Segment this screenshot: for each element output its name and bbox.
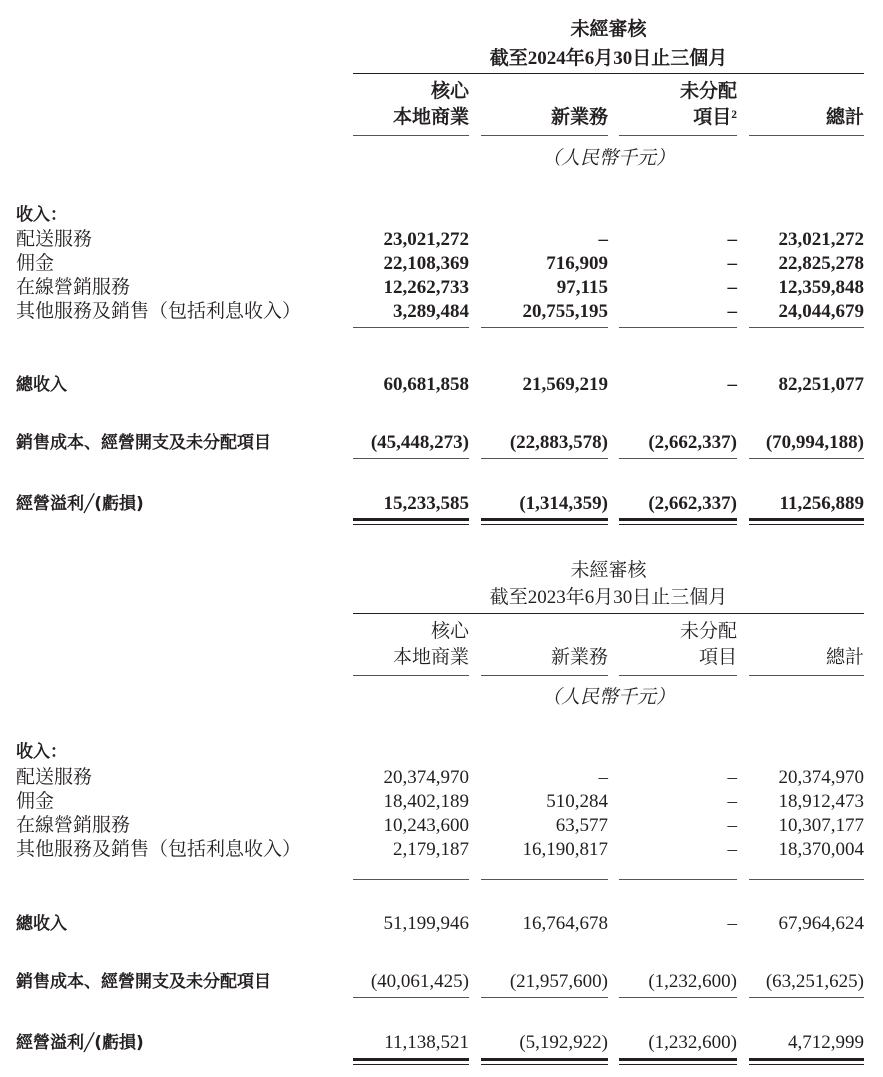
cell: 97,115 — [556, 277, 608, 298]
cell: 24,044,679 — [778, 301, 864, 322]
subtotal-rule — [353, 997, 469, 998]
row-label: 佣金 — [16, 253, 55, 274]
cell: (21,957,600) — [509, 971, 608, 992]
audit-status: 未經審核 — [570, 19, 647, 40]
subtotal-rule — [481, 997, 608, 998]
subtotal-rule — [619, 997, 737, 998]
subtotal-rule — [619, 879, 737, 880]
cell: 16,764,678 — [522, 913, 608, 934]
row-label: 其他服務及銷售（包括利息收入） — [16, 301, 302, 322]
row-label: 經營溢利╱(虧損) — [16, 1033, 144, 1053]
total-double-rule — [749, 1058, 864, 1065]
col-rule — [481, 675, 608, 676]
revenue-heading: 收入： — [16, 205, 67, 225]
subtotal-rule — [619, 327, 737, 328]
subtotal-rule — [481, 327, 608, 328]
col-head-unallocated-line1: 未分配 — [679, 81, 737, 102]
total-double-rule — [619, 518, 737, 525]
cell: 51,199,946 — [383, 913, 469, 934]
row-label: 配送服務 — [16, 767, 93, 788]
cell: 2,179,187 — [393, 839, 469, 860]
col-head-total: 總計 — [825, 107, 864, 128]
row-label: 其他服務及銷售（包括利息收入） — [16, 839, 302, 860]
cell: (5,192,922) — [519, 1032, 608, 1053]
total-double-rule — [481, 518, 608, 525]
cell: 23,021,272 — [778, 229, 864, 250]
cell: 11,138,521 — [384, 1032, 469, 1053]
col-rule — [749, 675, 864, 676]
cell: – — [727, 253, 737, 274]
cell: (63,251,625) — [765, 971, 864, 992]
cell: 18,370,004 — [778, 839, 864, 860]
cell: 10,307,177 — [778, 815, 864, 836]
col-rule — [619, 135, 737, 136]
subtotal-rule — [353, 458, 469, 459]
cell: 4,712,999 — [788, 1032, 864, 1053]
cell: – — [727, 913, 737, 934]
col-rule — [749, 135, 864, 136]
subtotal-rule — [481, 879, 608, 880]
period-title: 截至2023年6月30日止三個月 — [489, 587, 728, 608]
cell: 716,909 — [546, 253, 608, 274]
row-label: 總收入 — [16, 375, 67, 395]
cell: 18,402,189 — [383, 791, 469, 812]
cell: 10,243,600 — [383, 815, 469, 836]
cell: (70,994,188) — [765, 432, 864, 453]
subtotal-rule — [749, 997, 864, 998]
row-label: 總收入 — [16, 914, 67, 934]
col-head-core-line1: 核心 — [430, 621, 469, 642]
col-head-new-business: 新業務 — [550, 107, 608, 128]
col-rule — [353, 675, 469, 676]
cell: 3,289,484 — [393, 301, 469, 322]
cell: 16,190,817 — [522, 839, 608, 860]
cell: 15,233,585 — [383, 493, 469, 514]
cell: – — [727, 229, 737, 250]
cell: – — [727, 839, 737, 860]
total-double-rule — [619, 1058, 737, 1065]
cell: 18,912,473 — [778, 791, 864, 812]
cell: – — [598, 767, 608, 788]
cell: – — [727, 767, 737, 788]
row-label: 佣金 — [16, 791, 55, 812]
cell: (2,662,337) — [648, 432, 737, 453]
col-head-unallocated-line2: 項目² — [693, 107, 737, 128]
subtotal-rule — [749, 879, 864, 880]
cell: – — [727, 374, 737, 395]
col-head-core-line1: 核心 — [430, 81, 469, 102]
cell: (22,883,578) — [509, 432, 608, 453]
cell: (2,662,337) — [648, 493, 737, 514]
col-head-new-business: 新業務 — [550, 647, 608, 668]
cell: 60,681,858 — [383, 374, 469, 395]
total-double-rule — [353, 1058, 469, 1065]
cell: 12,262,733 — [383, 277, 469, 298]
cell: 63,577 — [555, 815, 608, 836]
cell: (40,061,425) — [370, 971, 469, 992]
cell: (45,448,273) — [370, 432, 469, 453]
subtotal-rule — [481, 458, 608, 459]
audit-status: 未經審核 — [570, 560, 647, 581]
cell: – — [598, 229, 608, 250]
subtotal-rule — [749, 327, 864, 328]
col-head-core-line2: 本地商業 — [392, 647, 469, 668]
cell: – — [727, 815, 737, 836]
cell: (1,232,600) — [648, 971, 737, 992]
cell: 20,374,970 — [383, 767, 469, 788]
cell: – — [727, 301, 737, 322]
col-rule — [481, 135, 608, 136]
period-title: 截至2024年6月30日止三個月 — [489, 48, 728, 69]
cell: 20,755,195 — [522, 301, 608, 322]
row-label: 配送服務 — [16, 229, 93, 250]
cell: 21,569,219 — [522, 374, 608, 395]
col-head-unallocated-line1: 未分配 — [679, 621, 737, 642]
cell: (1,314,359) — [519, 493, 608, 514]
cell: 67,964,624 — [778, 913, 864, 934]
row-label: 在線營銷服務 — [16, 815, 131, 836]
cell: (1,232,600) — [648, 1032, 737, 1053]
subtotal-rule — [619, 458, 737, 459]
cell: 11,256,889 — [779, 493, 864, 514]
cell: 22,108,369 — [383, 253, 469, 274]
total-double-rule — [749, 518, 864, 525]
revenue-heading: 收入： — [16, 742, 67, 762]
header-rule — [353, 613, 864, 614]
currency-unit: （人民幣千元） — [541, 687, 675, 708]
cell: 82,251,077 — [778, 374, 864, 395]
currency-unit: （人民幣千元） — [541, 148, 675, 169]
cell: – — [727, 277, 737, 298]
cell: 510,284 — [546, 791, 608, 812]
subtotal-rule — [353, 879, 469, 880]
col-head-total: 總計 — [825, 647, 864, 668]
cell: 20,374,970 — [778, 767, 864, 788]
col-head-core-line2: 本地商業 — [392, 107, 469, 128]
row-label: 在線營銷服務 — [16, 277, 131, 298]
cell: 22,825,278 — [778, 253, 864, 274]
col-rule — [353, 135, 469, 136]
cell: 12,359,848 — [778, 277, 864, 298]
header-rule — [353, 73, 864, 74]
row-label: 銷售成本、經營開支及未分配項目 — [16, 433, 271, 453]
col-head-unallocated-line2: 項目 — [698, 647, 737, 668]
row-label: 銷售成本、經營開支及未分配項目 — [16, 972, 271, 992]
subtotal-rule — [353, 327, 469, 328]
cell: – — [727, 791, 737, 812]
col-rule — [619, 675, 737, 676]
row-label: 經營溢利╱(虧損) — [16, 494, 144, 514]
total-double-rule — [353, 518, 469, 525]
subtotal-rule — [749, 458, 864, 459]
cell: 23,021,272 — [383, 229, 469, 250]
total-double-rule — [481, 1058, 608, 1065]
